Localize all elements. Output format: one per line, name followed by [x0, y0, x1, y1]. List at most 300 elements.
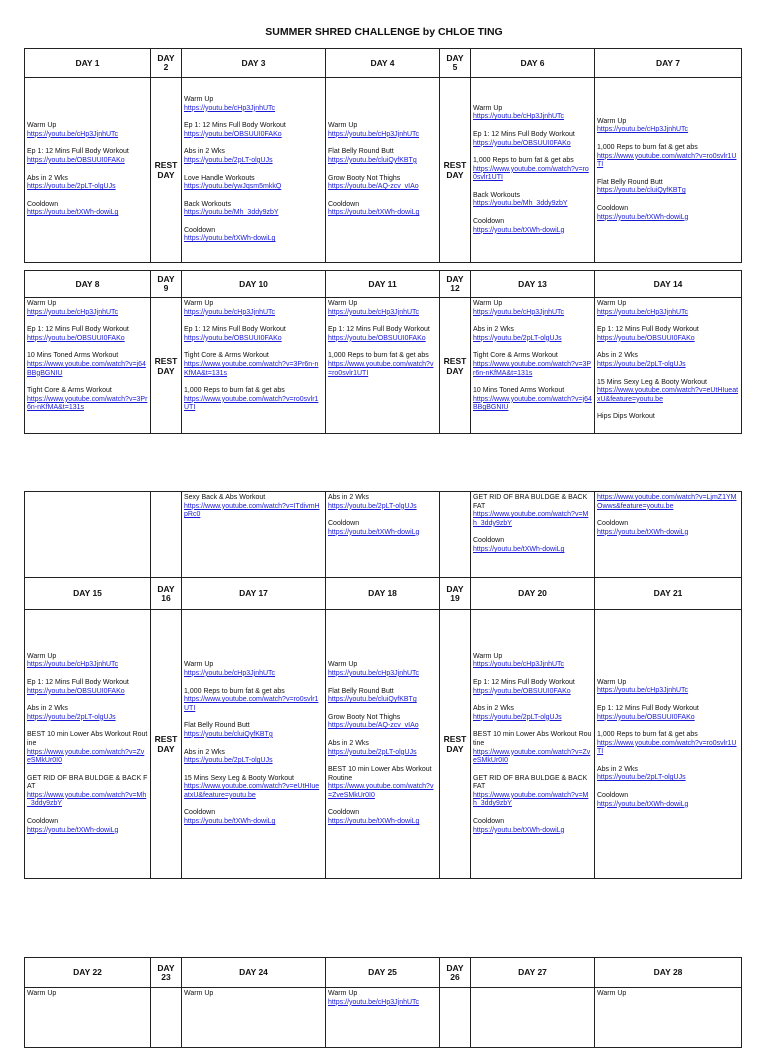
video-link[interactable]: https://youtu.be/2pLT-olgUJs [328, 502, 417, 510]
workout-title: 1,000 Reps to burn fat & get abs [184, 687, 285, 695]
workout-title: Ep 1: 12 Mins Full Body Workout [473, 678, 575, 686]
rest-day-cell: REST DAY [151, 610, 182, 879]
video-link[interactable]: https://youtu.be/OBSUUI0FAKo [473, 687, 571, 695]
workout-item [473, 705, 592, 722]
workout-item [597, 766, 739, 783]
workout-item [328, 494, 437, 511]
workout-item [184, 749, 323, 766]
video-link[interactable]: https://www.youtube.com/watch?v=ITdivmHpRc0 [184, 502, 320, 519]
workout-item [27, 201, 148, 218]
workout-item [184, 809, 323, 826]
video-link[interactable]: https://youtu.be/cHp3JjnhUTc [473, 661, 565, 669]
video-link[interactable]: https://youtu.be/OBSUUI0FAKo [27, 156, 125, 164]
workout-title: GET RID OF BRA BULDGE & BACK FAT [473, 494, 588, 510]
video-link[interactable]: https://youtu.be/cHp3JjnhUTc [597, 687, 689, 695]
workout-cell [471, 298, 595, 434]
workout-title: 1,000 Reps to burn fat & get abs [473, 157, 574, 165]
workout-item [328, 326, 437, 343]
workout-item [328, 661, 437, 678]
workout-title: Warm Up [27, 300, 57, 307]
day-header: DAY 21 [595, 578, 742, 610]
day-header: DAY 16 [151, 578, 182, 610]
day-header: DAY 8 [25, 271, 151, 298]
workout-title: Flat Belly Round Butt [597, 178, 663, 186]
video-link[interactable]: https://youtu.be/cHp3JjnhUTc [328, 130, 420, 138]
workout-item [473, 352, 592, 378]
day-header: DAY 12 [440, 271, 471, 298]
workout-cell [25, 298, 151, 434]
video-link[interactable]: https://youtu.be/cluiQyfKBTg [328, 156, 417, 164]
video-link[interactable]: https://www.youtube.com/watch?v=ZveSMkUr0I0 [473, 748, 591, 765]
video-link[interactable]: https://www.youtube.com/watch?v=eUtHIueatxU&feature=youtu.be [184, 783, 320, 799]
workout-item [184, 990, 323, 999]
workout-title: Abs in 2 Wks [27, 174, 68, 182]
video-link[interactable]: https://youtu.be/cHp3JjnhUTc [473, 113, 565, 121]
video-link[interactable]: https://youtu.be/OBSUUI0FAKo [184, 334, 282, 342]
workout-cell [471, 610, 595, 879]
workout-item [328, 122, 437, 139]
workout-item [27, 705, 148, 722]
workout-item [27, 148, 148, 165]
workout-title: Warm Up [27, 990, 57, 997]
empty-cell [151, 988, 182, 1048]
video-link[interactable]: https://youtu.be/tXWh-dowiLg [597, 800, 689, 808]
day-header: DAY 28 [595, 958, 742, 988]
day-header: DAY 1 [25, 49, 151, 78]
day-header: DAY 11 [326, 271, 440, 298]
workout-item [184, 122, 323, 139]
video-link[interactable]: https://youtu.be/cluiQyfKBTg [328, 696, 417, 704]
workout-cell [25, 492, 151, 578]
workout-item [473, 157, 592, 183]
workout-title: Warm Up [328, 990, 358, 997]
empty-cell [151, 492, 182, 578]
workout-title: Abs in 2 Wks [597, 352, 638, 360]
workout-title: Warm Up [328, 300, 358, 307]
workout-title: Ep 1: 12 Mins Full Body Workout [184, 326, 286, 334]
workout-title: GET RID OF BRA BULDGE & BACK FAT [473, 774, 588, 791]
workout-title: Abs in 2 Wks [328, 494, 369, 501]
workout-cell [471, 492, 595, 578]
workout-item [184, 352, 323, 378]
video-link[interactable]: https://youtu.be/cHp3JjnhUTc [184, 669, 276, 677]
workout-item [597, 326, 739, 343]
schedule-table [24, 48, 742, 263]
workout-item [328, 809, 437, 826]
day-header: DAY 4 [326, 49, 440, 78]
workout-title: Abs in 2 Wks [473, 326, 514, 334]
video-link[interactable]: https://youtu.be/cHp3JjnhUTc [27, 308, 119, 316]
video-link[interactable]: https://youtu.be/tXWh-dowiLg [473, 826, 565, 834]
workout-item [473, 300, 592, 317]
workout-cell [326, 78, 440, 263]
workout-item [473, 105, 592, 122]
workout-title: Abs in 2 Wks [328, 739, 369, 747]
day-header: DAY 25 [326, 958, 440, 988]
video-link[interactable]: https://www.youtube.com/watch?v=ro0svlr1UTI [184, 696, 319, 712]
workout-item [328, 520, 437, 537]
workout-title: Warm Up [597, 117, 627, 125]
workout-cell [25, 78, 151, 263]
workout-title: Abs in 2 Wks [473, 705, 514, 713]
video-link[interactable]: https://youtu.be/cHp3JjnhUTc [184, 308, 276, 316]
workout-item [597, 520, 739, 537]
video-link[interactable]: https://youtu.be/OBSUUI0FAKo [27, 334, 125, 342]
day-header: DAY 3 [182, 49, 326, 78]
workout-cell [595, 610, 742, 879]
workout-title: Flat Belly Round Butt [328, 687, 394, 695]
day-header: DAY 20 [471, 578, 595, 610]
workout-title: Cooldown [597, 204, 629, 212]
video-link[interactable]: https://youtu.be/cHp3JjnhUTc [27, 661, 119, 669]
workout-title: Cooldown [597, 520, 629, 528]
workout-item [597, 494, 739, 511]
workout-title: 15 Mins Sexy Leg & Booty Workout [184, 774, 294, 782]
video-link[interactable]: https://youtu.be/2pLT-olgUJs [27, 713, 116, 721]
workout-title: Abs in 2 Wks [184, 748, 225, 756]
video-link[interactable]: https://youtu.be/2pLT-olgUJs [473, 334, 562, 342]
workout-cell [182, 298, 326, 434]
video-link[interactable]: https://youtu.be/Mh_3ddy9zbY [184, 209, 279, 217]
workout-title: Ep 1: 12 Mins Full Body Workout [473, 130, 575, 138]
workout-title: 10 Mins Toned Arms Workout [473, 387, 565, 395]
day-header: DAY 2 [151, 49, 182, 78]
rest-day-cell: REST DAY [151, 298, 182, 434]
workout-item [597, 679, 739, 696]
workout-cell [595, 492, 742, 578]
day-header: DAY 13 [471, 271, 595, 298]
video-link[interactable]: https://www.youtube.com/watch?v=Mh_3ddy9zbY [473, 511, 589, 527]
workout-title: Grow Booty Not Thighs [328, 713, 401, 721]
video-link[interactable]: https://youtu.be/2pLT-olgUJs [27, 183, 116, 191]
workout-cell [595, 78, 742, 263]
video-link[interactable]: https://www.youtube.com/watch?v=j64BBgBGNIU [27, 360, 146, 377]
workout-item [184, 661, 323, 678]
workout-title: Ep 1: 12 Mins Full Body Workout [27, 148, 129, 156]
day-header: DAY 24 [182, 958, 326, 988]
workout-title: Cooldown [184, 809, 216, 817]
workout-item [184, 300, 323, 317]
video-link[interactable]: https://www.youtube.com/watch?v=ro0svlr1UTI [328, 360, 434, 377]
workout-item [328, 990, 437, 1007]
workout-title: Warm Up [184, 300, 214, 307]
workout-title: Cooldown [328, 200, 360, 208]
workout-cell [182, 610, 326, 879]
workout-item [597, 413, 739, 422]
video-link[interactable]: https://youtu.be/OBSUUI0FAKo [473, 139, 571, 147]
video-link[interactable]: https://youtu.be/2pLT-olgUJs [184, 757, 273, 765]
video-link[interactable]: https://youtu.be/cluiQyfKBTg [184, 730, 273, 738]
video-link[interactable]: https://youtu.be/tXWh-dowiLg [184, 235, 276, 243]
workout-item [473, 494, 592, 528]
workout-cell [326, 492, 440, 578]
workout-cell [326, 988, 440, 1048]
workout-item [184, 227, 323, 244]
workout-title: BEST 10 min Lower Abs Workout Routine [473, 731, 592, 747]
video-link[interactable]: https://youtu.be/2pLT-olgUJs [473, 713, 562, 721]
workout-title: Tight Core & Arms Workout [27, 387, 112, 395]
video-link[interactable]: https://youtu.be/2pLT-olgUJs [597, 360, 686, 368]
video-link[interactable]: https://youtu.be/cHp3JjnhUTc [27, 130, 119, 138]
workout-title: Ep 1: 12 Mins Full Body Workout [597, 326, 699, 334]
workout-cell [471, 988, 595, 1048]
workout-title: Warm Up [184, 990, 214, 997]
video-link[interactable]: https://youtu.be/OBSUUI0FAKo [328, 334, 426, 342]
workout-item [597, 144, 739, 170]
workout-cell [25, 610, 151, 879]
workout-item [328, 175, 437, 192]
workout-item [27, 679, 148, 696]
workout-title: Warm Up [473, 104, 503, 112]
workout-item [184, 775, 323, 801]
workout-item [597, 118, 739, 135]
workout-item [597, 990, 739, 999]
workout-item [184, 175, 323, 192]
workout-cell [182, 492, 326, 578]
video-link[interactable]: https://www.youtube.com/watch?v=ro0svlr1UTI [597, 739, 737, 756]
video-link[interactable]: https://youtu.be/OBSUUI0FAKo [597, 713, 695, 721]
workout-item [328, 148, 437, 165]
workout-title: Cooldown [328, 520, 360, 528]
workout-cell [471, 78, 595, 263]
video-link[interactable]: https://www.youtube.com/watch?v=ro0svlr1UTI [184, 395, 319, 412]
workout-title: Warm Up [597, 990, 627, 997]
workout-title: Flat Belly Round Butt [328, 148, 394, 156]
workout-title: Hips Dips Workout [597, 413, 655, 421]
video-link[interactable]: https://youtu.be/Mh_3ddy9zbY [473, 200, 568, 208]
video-link[interactable]: https://youtu.be/cHp3JjnhUTc [328, 998, 420, 1006]
workout-item [473, 818, 592, 835]
workout-item [184, 722, 323, 739]
workout-item [597, 705, 739, 722]
schedule-table [24, 577, 742, 879]
workout-title: Warm Up [597, 678, 627, 686]
video-link[interactable]: https://www.youtube.com/watch?v=LjmZ1YMOwws&feature=youtu.be [597, 494, 737, 510]
video-link[interactable]: https://youtu.be/cHp3JjnhUTc [597, 126, 689, 134]
day-header: DAY 14 [595, 271, 742, 298]
workout-item [27, 326, 148, 343]
workout-title: 10 Mins Toned Arms Workout [27, 352, 119, 360]
workout-item [328, 300, 437, 317]
workout-title: Warm Up [184, 661, 214, 669]
workout-title: Warm Up [27, 652, 57, 660]
workout-item [328, 766, 437, 800]
video-link[interactable]: https://youtu.be/2pLT-olgUJs [597, 774, 686, 782]
workout-title: Warm Up [328, 661, 358, 669]
workout-item [27, 122, 148, 139]
workout-title: Cooldown [27, 818, 59, 826]
empty-cell [440, 988, 471, 1048]
workout-item [184, 201, 323, 218]
video-link[interactable]: https://www.youtube.com/watch?v=ro0svlr1UTI [597, 152, 737, 169]
workout-item [328, 201, 437, 218]
video-link[interactable]: https://youtu.be/tXWh-dowiLg [27, 209, 119, 217]
workout-item [328, 688, 437, 705]
video-link[interactable]: https://www.youtube.com/watch?v=ZveSMkUr0I0 [27, 748, 145, 765]
video-link[interactable]: https://www.youtube.com/watch?v=3Pr6n-nKfMA&t=131s [27, 395, 148, 412]
workout-item [328, 740, 437, 757]
workout-title: Abs in 2 Wks [597, 765, 638, 773]
workout-item [597, 731, 739, 757]
workout-title: 1,000 Reps to burn fat & get abs [597, 144, 698, 152]
video-link[interactable]: https://youtu.be/cHp3JjnhUTc [473, 308, 565, 316]
video-link[interactable]: https://youtu.be/cHp3JjnhUTc [328, 669, 420, 677]
workout-item [184, 326, 323, 343]
video-link[interactable]: https://youtu.be/tXWh-dowiLg [597, 213, 689, 221]
video-link[interactable]: https://youtu.be/tXWh-dowiLg [473, 545, 565, 553]
workout-cell [182, 78, 326, 263]
page-title: SUMMER SHRED CHALLENGE by CHLOE TING [265, 26, 503, 38]
workout-title: Abs in 2 Wks [27, 705, 68, 713]
workout-item [27, 653, 148, 670]
workout-title: Warm Up [473, 300, 503, 307]
video-link[interactable]: https://youtu.be/2pLT-olgUJs [328, 748, 417, 756]
workout-title: 1,000 Reps to burn fat & get abs [597, 731, 698, 739]
workout-title: Cooldown [473, 218, 505, 226]
workout-title: Cooldown [473, 818, 505, 826]
workout-item [597, 792, 739, 809]
video-link[interactable]: https://youtu.be/tXWh-dowiLg [473, 226, 565, 234]
workout-item [597, 379, 739, 405]
rest-day-cell: REST DAY [440, 78, 471, 263]
workout-cell [326, 610, 440, 879]
workout-item [184, 148, 323, 165]
workout-cell [182, 988, 326, 1048]
video-link[interactable]: https://youtu.be/tXWh-dowiLg [27, 826, 119, 834]
workout-cell [25, 988, 151, 1048]
workout-title: Cooldown [184, 226, 216, 234]
workout-title: Abs in 2 Wks [184, 148, 225, 156]
workout-item [27, 731, 148, 765]
workout-item [597, 300, 739, 317]
day-header: DAY 23 [151, 958, 182, 988]
video-link[interactable]: https://youtu.be/AQ-zcv_vIAo [328, 722, 419, 730]
video-link[interactable]: https://youtu.be/AQ-zcv_vIAo [328, 183, 419, 191]
day-header: DAY 22 [25, 958, 151, 988]
video-link[interactable]: https://youtu.be/OBSUUI0FAKo [597, 334, 695, 342]
workout-title: Love Handle Workouts [184, 174, 255, 182]
video-link[interactable]: https://youtu.be/tXWh-dowiLg [184, 818, 276, 826]
video-link[interactable]: https://youtu.be/cHp3JjnhUTc [184, 104, 276, 112]
workout-cell [595, 298, 742, 434]
video-link[interactable]: https://youtu.be/cHp3JjnhUTc [328, 308, 420, 316]
rest-day-cell: REST DAY [440, 610, 471, 879]
schedule-table [24, 270, 742, 434]
workout-item [184, 96, 323, 113]
workout-title: Back Workouts [184, 200, 231, 208]
day-header: DAY 18 [326, 578, 440, 610]
day-header: DAY 26 [440, 958, 471, 988]
video-link[interactable]: https://youtu.be/ywJqsm5mkkQ [184, 183, 282, 191]
workout-item [27, 387, 148, 413]
workout-title: Ep 1: 12 Mins Full Body Workout [184, 122, 286, 130]
workout-item [473, 326, 592, 343]
day-header: DAY 19 [440, 578, 471, 610]
workout-title: Tight Core & Arms Workout [184, 352, 269, 360]
video-link[interactable]: https://youtu.be/2pLT-olgUJs [184, 156, 273, 164]
workout-item [597, 205, 739, 222]
video-link[interactable]: https://youtu.be/tXWh-dowiLg [597, 528, 689, 536]
day-header: DAY 9 [151, 271, 182, 298]
workout-item [597, 352, 739, 369]
workout-item [473, 218, 592, 235]
video-link[interactable]: https://www.youtube.com/watch?v=3Pr6n-nKfMA&t=131s [184, 360, 319, 377]
day-header: DAY 17 [182, 578, 326, 610]
workout-item [27, 775, 148, 809]
video-link[interactable]: https://youtu.be/tXWh-dowiLg [328, 209, 420, 217]
workout-title: Warm Up [597, 300, 627, 307]
rest-day-cell: REST DAY [440, 298, 471, 434]
video-link[interactable]: https://youtu.be/OBSUUI0FAKo [27, 687, 125, 695]
workout-item [473, 387, 592, 413]
schedule-table [24, 957, 742, 1048]
video-link[interactable]: https://www.youtube.com/watch?v=Mh_3ddy9zbY [27, 791, 147, 808]
video-link[interactable]: https://youtu.be/cHp3JjnhUTc [597, 308, 689, 316]
video-link[interactable]: https://youtu.be/OBSUUI0FAKo [184, 130, 282, 138]
workout-item [27, 300, 148, 317]
video-link[interactable]: https://www.youtube.com/watch?v=Mh_3ddy9zbY [473, 791, 589, 808]
workout-title: Ep 1: 12 Mins Full Body Workout [597, 704, 699, 712]
workout-title: Grow Booty Not Thighs [328, 174, 401, 182]
workout-item [597, 179, 739, 196]
empty-cell [440, 492, 471, 578]
day-header: DAY 15 [25, 578, 151, 610]
workout-title: 1,000 Reps to burn fat & get abs [184, 387, 285, 395]
workout-title: Cooldown [27, 200, 59, 208]
workout-title: Warm Up [184, 95, 214, 103]
workout-title: Tight Core & Arms Workout [473, 352, 558, 360]
video-link[interactable]: https://youtu.be/tXWh-dowiLg [328, 818, 420, 826]
workout-title: Cooldown [473, 537, 505, 545]
video-link[interactable]: https://youtu.be/tXWh-dowiLg [328, 528, 420, 536]
workout-title: Sexy Back & Abs Workout [184, 494, 266, 501]
workout-title: Warm Up [27, 122, 57, 130]
workout-title: Warm Up [473, 652, 503, 660]
workout-item [473, 653, 592, 670]
workout-item [473, 131, 592, 148]
workout-item [27, 818, 148, 835]
workout-cell [595, 988, 742, 1048]
workout-item [328, 352, 437, 378]
workout-item [473, 731, 592, 765]
workout-title: Ep 1: 12 Mins Full Body Workout [328, 326, 430, 334]
workout-item [184, 494, 323, 520]
day-header: DAY 5 [440, 49, 471, 78]
workout-title: BEST 10 min Lower Abs Workout Routine [27, 731, 148, 747]
video-link[interactable]: https://www.youtube.com/watch?v=3Pr6n-nKfMA&t=131s [473, 360, 592, 377]
rest-day-cell: REST DAY [151, 78, 182, 263]
video-link[interactable]: https://youtu.be/cluiQyfKBTg [597, 187, 686, 195]
day-header: DAY 6 [471, 49, 595, 78]
workout-title: Cooldown [328, 809, 360, 817]
workout-item [473, 192, 592, 209]
workout-title: Back Workouts [473, 191, 520, 199]
workout-title: BEST 10 min Lower Abs Workout Routine [328, 766, 432, 782]
workout-item [473, 775, 592, 809]
workout-title: GET RID OF BRA BULDGE & BACK FAT [27, 774, 148, 791]
video-link[interactable]: https://www.youtube.com/watch?v=j64BBgBGNIU [473, 395, 592, 412]
workout-title: Cooldown [597, 792, 629, 800]
day-header: DAY 27 [471, 958, 595, 988]
workout-item [27, 990, 148, 999]
workout-item [473, 537, 592, 554]
video-link[interactable]: https://www.youtube.com/watch?v=eUtHIueatxU&feature=youtu.be [597, 387, 739, 403]
video-link[interactable]: https://www.youtube.com/watch?v=ZveSMkUr0I0 [328, 783, 434, 799]
video-link[interactable]: https://www.youtube.com/watch?v=ro0svlr1UTI [473, 165, 589, 182]
workout-item [184, 688, 323, 714]
workout-title: 1,000 Reps to burn fat & get abs [328, 352, 429, 360]
schedule-table [24, 491, 742, 578]
